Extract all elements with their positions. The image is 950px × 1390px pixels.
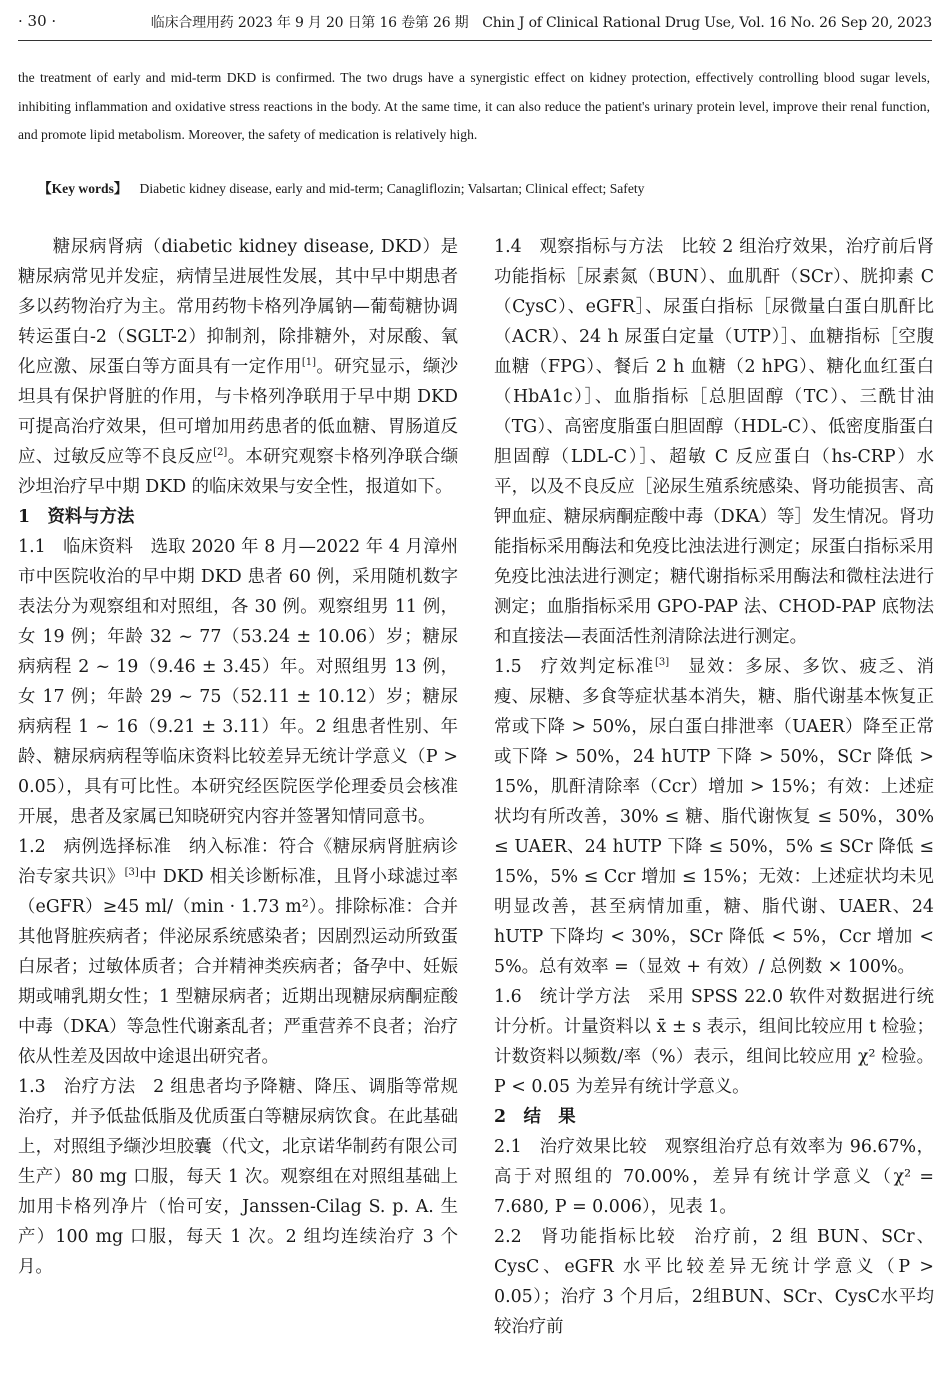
section-1-4-text: 比较 2 组治疗效果，治疗前后肾功能指标［尿素氮（BUN）、血肌酐（SCr）、胱抑素 C（CysC）、eGFR］、尿蛋白指标［尿微量白蛋白肌酐比（ACR）、24 h 尿蛋白定量（UTP）］、血糖指标［空腹血糖（FPG）、餐后 2 h 血糖（2 hPG）、糖化血红蛋白（HbA1c）］、血脂指标［总胆固醇（TC）、三酰甘油（TG）、高密度脂蛋白胆固醇（HDL-C）、低密度脂蛋白胆固醇（LDL-C）］、超敏 C 反应蛋白（hs-CRP）水平，以及不良反应［泌尿生殖系统感染、肾功能损害、高钾血症、糖尿病酮症酸中毒（DKA）等］发生情况。肾功能指标采用酶法和免疫比浊法进行测定；尿蛋白指标采用免疫比浊法进行测定；糖代谢指标采用酶法和微柱法进行测定；血脂指标采用 GPO-PAP 法、CHOD-PAP 底物法和直接法—表面活性剂清除法进行测定。 <box>494 237 934 647</box>
citation-2: [2] <box>213 447 228 459</box>
section-2-2-text: 治疗前，2 组 BUN、SCr、CysC、eGFR 水平比较差异无统计学意义（P > 0.05）；治疗 3 个月后，2组BUN、SCr、CysC水平均较治疗前 <box>494 1227 934 1337</box>
journal-header: 临床合理用药 2023 年 9 月 20 日第 16 卷第 26 期 Chin J of Clinical Rational Drug Use, Vol. 16 No. 26 Sep 20, 2023 <box>150 15 932 31</box>
intro-text-2: 。研究显示，缬沙坦具有保护肾脏的作用，与卡格列净联用于早中期 DKD 可提高治疗效果，但可增加用药患者的低血糖、胃肠道反应、过敏反应等不良反应 <box>18 357 458 467</box>
section-1-5-text: 显效：多尿、多饮、疲乏、消瘦、尿糖、多食等症状基本消失，糖、脂代谢基本恢复正常或下降 > 50%，尿白蛋白排泄率（UAER）降至正常或下降 > 50%，24 hUTP 下降 > 50%，SCr 降低 > 15%，肌酐清除率（Ccr）增加 > 15%；有效：上述症状均有所改善，30% ≤ 糖、脂代谢恢复 ≤ 50%，30% ≤ UAER、24 hUTP 下降 ≤ 50%，5% ≤ SCr 降低 ≤ 15%，5% ≤ Ccr 增加 ≤ 15%；无效：上述症状均未见明显改善，甚至病情加重，糖、脂代谢、UAER、24 hUTP 下降均 < 30%，SCr 降低 < 5%，Ccr 增加 < 5%。总有效率 =（显效 + 有效）/ 总例数 × 100%。 <box>494 657 934 977</box>
section-1-1-title: 临床资料 <box>63 537 134 557</box>
section-1-5-title: 疗效判定标准 <box>539 657 655 677</box>
section-1-2-text-b: 中 DKD 相关诊断标准，且肾小球滤过率（eGFR）≥45 ml/（min · 1.73 m²）。排除标准：合并其他肾脏疾病者；伴泌尿系统感染者；因剧烈运动所致蛋白尿者；过敏体质者；合并精神类疾病者；备孕中、妊娠期或哺乳期女性；1 型糖尿病者；近期出现糖尿病酮症酸中毒（DKA）等急性代谢紊乱者；严重营养不良者；治疗依从性差及因故中途退出研究者。 <box>18 867 458 1067</box>
section-1-2-number: 1.2 <box>18 837 46 857</box>
keywords-list: Diabetic kidney disease, early and mid-term; Canagliflozin; Valsartan; Clinical effect; Safety <box>139 181 645 196</box>
section-1-6-text: 采用 SPSS 22.0 软件对数据进行统计分析。计量资料以 x̄ ± s 表示，组间比较应用 t 检验；计数资料以频数/率（%）表示，组间比较应用 χ² 检验。P < 0.05 为差异有统计学意义。 <box>494 987 934 1097</box>
left-column <box>18 232 458 1282</box>
section-1-2-title: 病例选择标准 <box>63 837 172 857</box>
section-1-6-title: 统计学方法 <box>539 987 631 1007</box>
section-1-3-title: 治疗方法 <box>63 1077 136 1097</box>
citation-4: [3] <box>654 657 670 669</box>
section-1-3-text: 2 组患者均予降糖、降压、调脂等常规治疗，并予低盐低脂及优质蛋白等糖尿病饮食。在此基础上，对照组予缬沙坦胶囊（代文，北京诺华制药有限公司生产）80 mg 口服，每天 1 次。观察组在对照组基础上加用卡格列净片（怡可安，Janssen-Cilag S. p. A. 生产）100 mg 口服，每天 1 次。2 组均连续治疗 3 个月。 <box>18 1077 458 1277</box>
section-1-4 <box>494 232 934 652</box>
section-2-1-number: 2.1 <box>494 1137 522 1157</box>
section-2-2-number: 2.2 <box>494 1227 522 1247</box>
intro-text-1: 糖尿病肾病（diabetic kidney disease, DKD）是糖尿病常见并发症，病情呈进展性发展，其中早中期患者多以药物治疗为主。常用药物卡格列净属钠—葡萄糖协调转运蛋白-2（SGLT-2）抑制剂，除排糖外，对尿酸、氧化应激、尿蛋白等方面具有一定作用 <box>18 237 458 377</box>
section-1-3-number: 1.3 <box>18 1077 46 1097</box>
keywords-label: 【Key words】 <box>38 181 128 196</box>
section-1-heading: 1 资料与方法 <box>18 507 135 527</box>
section-2-2-title: 肾功能指标比较 <box>539 1227 677 1247</box>
section-1-2-text-a: 纳入标准：符合《糖尿病肾脏病诊治专家共识》 <box>18 837 458 887</box>
section-1-5-number: 1.5 <box>494 657 522 677</box>
page-number: · 30 · <box>18 12 57 30</box>
section-1-4-number: 1.4 <box>494 237 522 257</box>
intro-paragraph <box>18 232 458 502</box>
section-2-1 <box>494 1132 934 1222</box>
section-1-4-title: 观察指标与方法 <box>539 237 664 257</box>
intro-text-3: 。本研究观察卡格列净联合缬沙坦治疗早中期 DKD 的临床效果与安全性，报道如下。 <box>18 447 458 497</box>
header-divider <box>18 40 932 41</box>
section-2-2 <box>494 1222 934 1342</box>
section-1-5 <box>494 652 934 982</box>
section-2-1-title: 治疗效果比较 <box>539 1137 648 1157</box>
citation-3: [3] <box>124 867 139 879</box>
section-2-heading: 2 结 果 <box>494 1107 576 1127</box>
section-1-6-number: 1.6 <box>494 987 522 1007</box>
abstract-text: the treatment of early and mid-term DKD is confirmed. The two drugs have a synergistic effect on kidney protection, effectively controlling blood sugar levels, inhibiting inflammation and oxidative stress reactions in the body. At the same time, it can also reduce the patient's urinary protein level, improve their renal function, and promote lipid metabolism. Moreover, the safety of medication is relatively high. <box>18 70 930 143</box>
section-1-2 <box>18 832 458 1072</box>
section-1-6 <box>494 982 934 1102</box>
right-column <box>494 232 934 1342</box>
section-1-1-number: 1.1 <box>18 537 46 557</box>
section-2-1-text: 观察组治疗总有效率为 96.67%，高于对照组的 70.00%，差异有统计学意义（χ² = 7.680, P = 0.006），见表 1。 <box>494 1137 934 1217</box>
page-header <box>18 12 932 38</box>
keywords-line <box>38 176 932 202</box>
citation-1: [1] <box>301 357 317 369</box>
section-1-3 <box>18 1072 458 1282</box>
section-1-1-text: 选取 2020 年 8 月—2022 年 4 月漳州市中医院收治的早中期 DKD 患者 60 例，采用随机数字表法分为观察组和对照组，各 30 例。观察组男 11 例，女 19 例；年龄 32 ~ 77（53.24 ± 10.06）岁；糖尿病病程 2 ~ 19（9.46 ± 3.45）年。对照组男 13 例，女 17 例；年龄 29 ~ 75（52.11 ± 10.12）岁；糖尿病病程 1 ~ 16（9.21 ± 3.11）年。2 组患者性别、年龄、糖尿病病程等临床资料比较差异无统计学意义（P > 0.05），具有可比性。本研究经医院医学伦理委员会核准开展，患者及家属已知晓研究内容并签署知情同意书。 <box>18 537 458 827</box>
section-1-1 <box>18 532 458 832</box>
